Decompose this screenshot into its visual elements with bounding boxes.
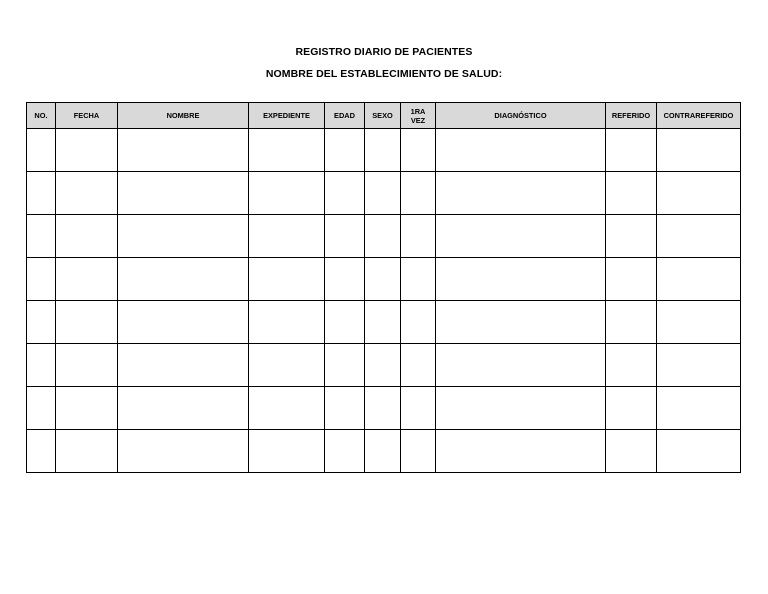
establishment-name-label: NOMBRE DEL ESTABLECIMIENTO DE SALUD: bbox=[265, 68, 503, 80]
cell-expediente bbox=[249, 258, 325, 301]
table-row bbox=[27, 172, 741, 215]
header-no: NO. bbox=[27, 103, 56, 129]
document-title: REGISTRO DIARIO DE PACIENTES bbox=[295, 46, 473, 58]
cell-expediente bbox=[249, 215, 325, 258]
cell-no bbox=[27, 172, 56, 215]
cell-edad bbox=[325, 344, 365, 387]
cell-nombre bbox=[118, 301, 249, 344]
header-sexo: SEXO bbox=[365, 103, 401, 129]
table-row bbox=[27, 301, 741, 344]
cell-expediente bbox=[249, 430, 325, 473]
cell-edad bbox=[325, 301, 365, 344]
cell-fecha bbox=[56, 258, 118, 301]
cell-primera-vez bbox=[401, 258, 436, 301]
cell-no bbox=[27, 344, 56, 387]
cell-diagnostico bbox=[436, 215, 606, 258]
table-row bbox=[27, 129, 741, 172]
cell-contrareferido bbox=[657, 129, 741, 172]
cell-nombre bbox=[118, 172, 249, 215]
table-row bbox=[27, 430, 741, 473]
header-referido: REFERIDO bbox=[606, 103, 657, 129]
cell-diagnostico bbox=[436, 387, 606, 430]
header-fecha: FECHA bbox=[56, 103, 118, 129]
cell-no bbox=[27, 430, 56, 473]
cell-primera-vez bbox=[401, 215, 436, 258]
cell-nombre bbox=[118, 258, 249, 301]
cell-nombre bbox=[118, 215, 249, 258]
cell-sexo bbox=[365, 301, 401, 344]
cell-no bbox=[27, 387, 56, 430]
cell-nombre bbox=[118, 129, 249, 172]
cell-sexo bbox=[365, 215, 401, 258]
cell-fecha bbox=[56, 301, 118, 344]
cell-fecha bbox=[56, 172, 118, 215]
cell-expediente bbox=[249, 387, 325, 430]
cell-nombre bbox=[118, 344, 249, 387]
cell-no bbox=[27, 301, 56, 344]
cell-expediente bbox=[249, 344, 325, 387]
cell-nombre bbox=[118, 430, 249, 473]
header-edad: EDAD bbox=[325, 103, 365, 129]
table-body bbox=[27, 129, 741, 473]
cell-no bbox=[27, 258, 56, 301]
cell-fecha bbox=[56, 430, 118, 473]
table-row bbox=[27, 215, 741, 258]
cell-diagnostico bbox=[436, 430, 606, 473]
cell-referido bbox=[606, 301, 657, 344]
cell-primera-vez bbox=[401, 344, 436, 387]
cell-expediente bbox=[249, 301, 325, 344]
cell-fecha bbox=[56, 387, 118, 430]
header-contrareferido: CONTRAREFERIDO bbox=[657, 103, 741, 129]
cell-nombre bbox=[118, 387, 249, 430]
cell-sexo bbox=[365, 129, 401, 172]
cell-edad bbox=[325, 129, 365, 172]
patient-registry-table bbox=[26, 102, 741, 473]
table-row bbox=[27, 344, 741, 387]
cell-referido bbox=[606, 344, 657, 387]
cell-contrareferido bbox=[657, 344, 741, 387]
cell-edad bbox=[325, 430, 365, 473]
header-diagnostico: DIAGNÓSTICO bbox=[436, 103, 606, 129]
cell-contrareferido bbox=[657, 387, 741, 430]
cell-edad bbox=[325, 258, 365, 301]
cell-sexo bbox=[365, 430, 401, 473]
cell-no bbox=[27, 215, 56, 258]
header-primera-vez: 1RA VEZ bbox=[401, 103, 436, 129]
cell-no bbox=[27, 129, 56, 172]
cell-fecha bbox=[56, 215, 118, 258]
cell-primera-vez bbox=[401, 301, 436, 344]
cell-contrareferido bbox=[657, 215, 741, 258]
cell-fecha bbox=[56, 129, 118, 172]
cell-contrareferido bbox=[657, 172, 741, 215]
cell-primera-vez bbox=[401, 387, 436, 430]
cell-diagnostico bbox=[436, 258, 606, 301]
cell-primera-vez bbox=[401, 430, 436, 473]
table-row bbox=[27, 258, 741, 301]
cell-sexo bbox=[365, 344, 401, 387]
cell-sexo bbox=[365, 387, 401, 430]
cell-referido bbox=[606, 215, 657, 258]
cell-expediente bbox=[249, 129, 325, 172]
header-expediente: EXPEDIENTE bbox=[249, 103, 325, 129]
cell-diagnostico bbox=[436, 172, 606, 215]
table-header-row bbox=[27, 103, 741, 129]
cell-fecha bbox=[56, 344, 118, 387]
cell-contrareferido bbox=[657, 301, 741, 344]
table-row bbox=[27, 387, 741, 430]
cell-diagnostico bbox=[436, 129, 606, 172]
cell-referido bbox=[606, 258, 657, 301]
cell-referido bbox=[606, 129, 657, 172]
cell-sexo bbox=[365, 258, 401, 301]
cell-contrareferido bbox=[657, 258, 741, 301]
cell-expediente bbox=[249, 172, 325, 215]
cell-edad bbox=[325, 387, 365, 430]
cell-contrareferido bbox=[657, 430, 741, 473]
cell-edad bbox=[325, 215, 365, 258]
cell-referido bbox=[606, 430, 657, 473]
cell-referido bbox=[606, 172, 657, 215]
cell-primera-vez bbox=[401, 172, 436, 215]
cell-sexo bbox=[365, 172, 401, 215]
cell-primera-vez bbox=[401, 129, 436, 172]
cell-edad bbox=[325, 172, 365, 215]
cell-diagnostico bbox=[436, 301, 606, 344]
header-nombre: NOMBRE bbox=[118, 103, 249, 129]
cell-diagnostico bbox=[436, 344, 606, 387]
cell-referido bbox=[606, 387, 657, 430]
